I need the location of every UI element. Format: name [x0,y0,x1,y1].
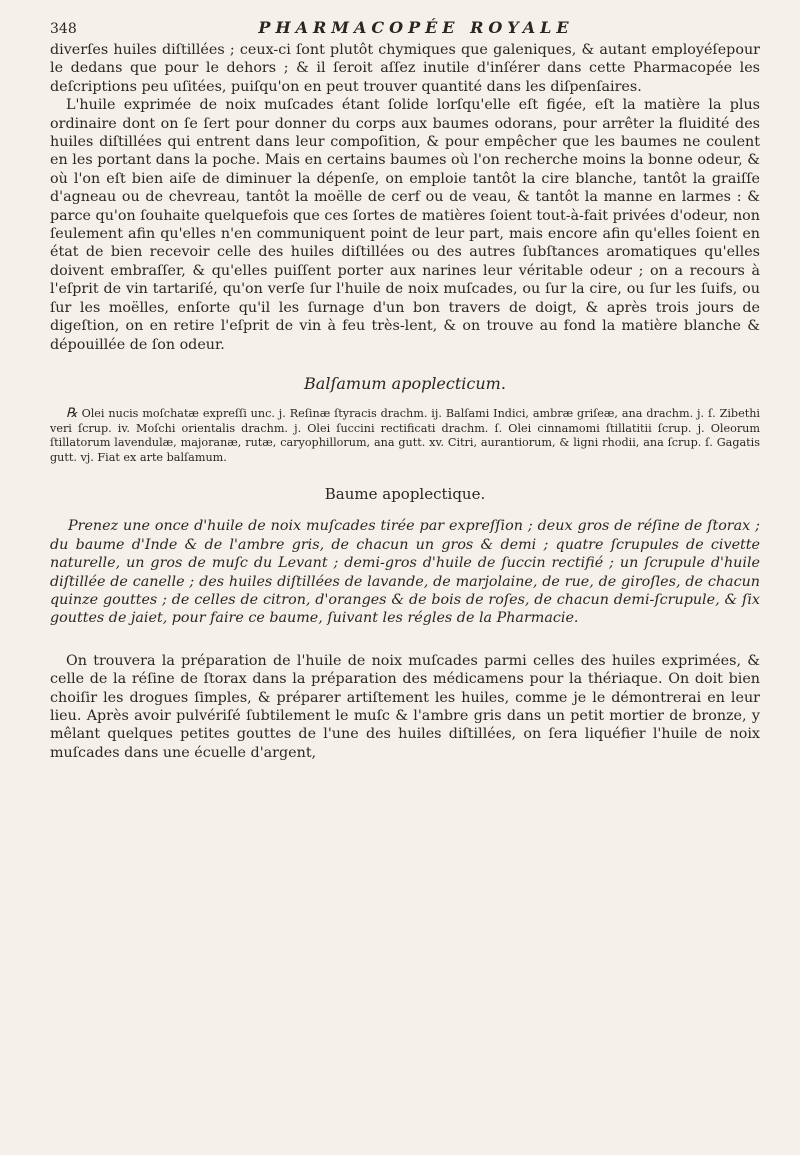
page-header [50,18,760,37]
latin-recipe-body: Olei nucis moſchatæ expreſſi unc. j. Reſinæ ſtyracis drachm. ij. Balſami Indici, ambræ griſeæ, ana drachm. j. ſ. Zibethi veri ſcrup. iv. Moſchi orientalis drachm. j. Olei ſuccini rectificati drachm. ſ. Olei cinnamomi ſtillatitii ſcrup. j. Oleorum ſtillatorum lavendulæ, majoranæ, rutæ, caryophillorum, ana gutt. xv. Citri, aurantiorum, & ligni rhodii, ana ſcrup. ſ. Gagatis gutt. vj. Fiat ex arte balſamum. [50,406,760,464]
french-recipe-title: Baume apoplectique. [324,485,486,504]
paragraph-preparation: On trouvera la préparation de l'huile de noix muſcades parmi celles des huiles exprimées, & celle de la réſine de ſtorax dans la préparation des médicamens pour la thériaque. On doit bien choiſir les drogues ſimples, & préparer artiſtement les huiles, comme je le démontrerai en leur lieu. Après avoir pulvériſé ſubtilement le muſc & l'ambre gris dans un petit mortier de bronze, y mêlant quelques petites gouttes de l'une des huiles diſtillées, on ſera liquéfier l'huile de noix muſcades dans une écuelle d'argent, [50,652,760,761]
recipe-rx-symbol: ℞ [66,405,78,421]
running-title: PHARMACOPÉE ROYALE [258,18,574,37]
page-number: 348 [50,21,77,37]
french-recipe-text: Prenez une once d'huile de noix muſcades tirée par expreſſion ; deux gros de réſine de ſtorax ; du baume d'Inde & de l'ambre gris, de chacun un gros & demi ; quatre ſcrupules de civette naturelle, un gros de muſc du Levant ; demi-gros d'huile de ſuccin rectifié ; un ſcrupule d'huile diſtillée de canelle ; des huiles diſtillées de lavande, de marjolaine, de rue, de giroſles, de chacun quinze gouttes ; de celles de citron, d'oranges & de bois de roſes, de chacun demi-ſcrupule, & ſix gouttes de jaiet, pour faire ce baume, ſuivant les régles de la Pharmacie. [50,518,760,627]
paragraph-continued: diverſes huiles diſtillées ; ceux-ci ſont plutôt chymiques que galeniques, & autant employéſepour le dedans que pour le dehors ; & il ſeroit aſſez inutile d'inſérer dans cette Pharmacopée les deſcriptions peu uſitées, puiſqu'on en peut trouver quantité dans les diſpenſaires. [50,42,760,95]
latin-recipe-text [50,407,760,465]
latin-recipe-title: Balſamum apoplecticum. [304,373,506,393]
paragraph-nutmeg-oil: L'huile exprimée de noix muſcades étant ſolide lorſqu'elle eſt figée, eſt la matière la plus ordinaire dont on ſe ſert pour donner du corps aux baumes odorans, pour arrêter la fluidité des huiles diſtillées qui entrent dans leur compoſition, & pour empêcher que les baumes ne coulent en les portant dans la poche. Mais en certains baumes où l'on recherche moins la bonne odeur, & où l'on eſt bien aiſe de diminuer la dépenſe, on emploie tantôt la cire blanche, tantôt la graiſſe d'agneau ou de chevreau, tantôt la moëlle de cerf ou de veau, & tantôt la manne en larmes : & parce qu'on ſouhaite quelquefois que ces ſortes de matières ſoient tout-à-fait privées d'odeur, non ſeulement afin qu'elles n'en communiquent point de leur part, mais encore afin qu'elles ſoient en état de bien recevoir celle des huiles diſtillées ou des autres ſubſtances aromatiques qu'elles doivent embraſſer, & qu'elles puiſſent porter aux narines leur véritable odeur ; on a recours à l'eſprit de vin tartariſé, qu'on verſe ſur l'huile de noix muſcades, ou ſur la cire, ou ſur les ſuifs, ou ſur les moëlles, enſorte qu'il les ſurnage d'un bon travers de doigt, & après trois jours de digeſtion, on en retire l'eſprit de vin à feu très-lent, & on trouve au fond la matière blanche & dépouillée de ſon odeur. [50,97,760,353]
